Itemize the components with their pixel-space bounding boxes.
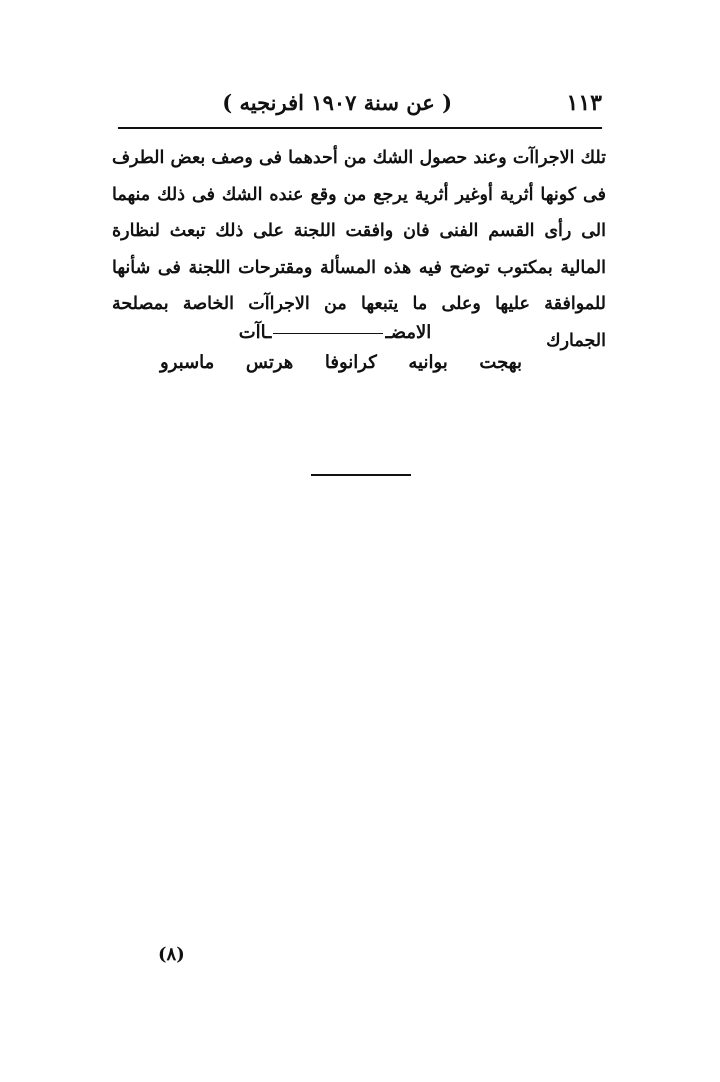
sheet-number: (٨) bbox=[158, 944, 185, 965]
signature-name: ماسبرو bbox=[160, 352, 215, 373]
signatures-heading-start: الامضـ bbox=[385, 322, 432, 343]
body-paragraph: تلك الاجراآت وعند حصول الشك من أحدهما فى وصف بعض الطرف فى كونها أثرية أوغير أثرية يرجع من وقع عنده الشك فى ذلك منهما الى رأى القسم الفنى فان وافقت اللجنة على ذلك تبعث لنظارة المالية بمكتوب توضح فيه هذه المسألة ومقترحات اللجنة فى شأنها للموافقة عليها وعلى ما يتبعها من الاجراآت الخاصة بمصلحة الجمارك bbox=[112, 148, 606, 351]
signature-name: بهجت bbox=[479, 352, 522, 373]
signatures-heading bbox=[150, 322, 520, 343]
running-title: ( عن سنة ١٩٠٧ افرنجيه ) bbox=[222, 90, 452, 115]
signature-names bbox=[160, 352, 522, 373]
heading-divider-line bbox=[273, 333, 383, 334]
signature-name: بوانيه bbox=[408, 352, 448, 373]
header-rule bbox=[118, 127, 602, 129]
page-number: ١١٣ bbox=[566, 90, 602, 116]
signature-name: كرانوفا bbox=[324, 352, 377, 373]
signature-name: هرتس bbox=[245, 352, 294, 373]
section-separator bbox=[311, 474, 411, 476]
signatures-heading-end: ـاآت bbox=[238, 322, 272, 343]
page-header bbox=[118, 86, 602, 122]
